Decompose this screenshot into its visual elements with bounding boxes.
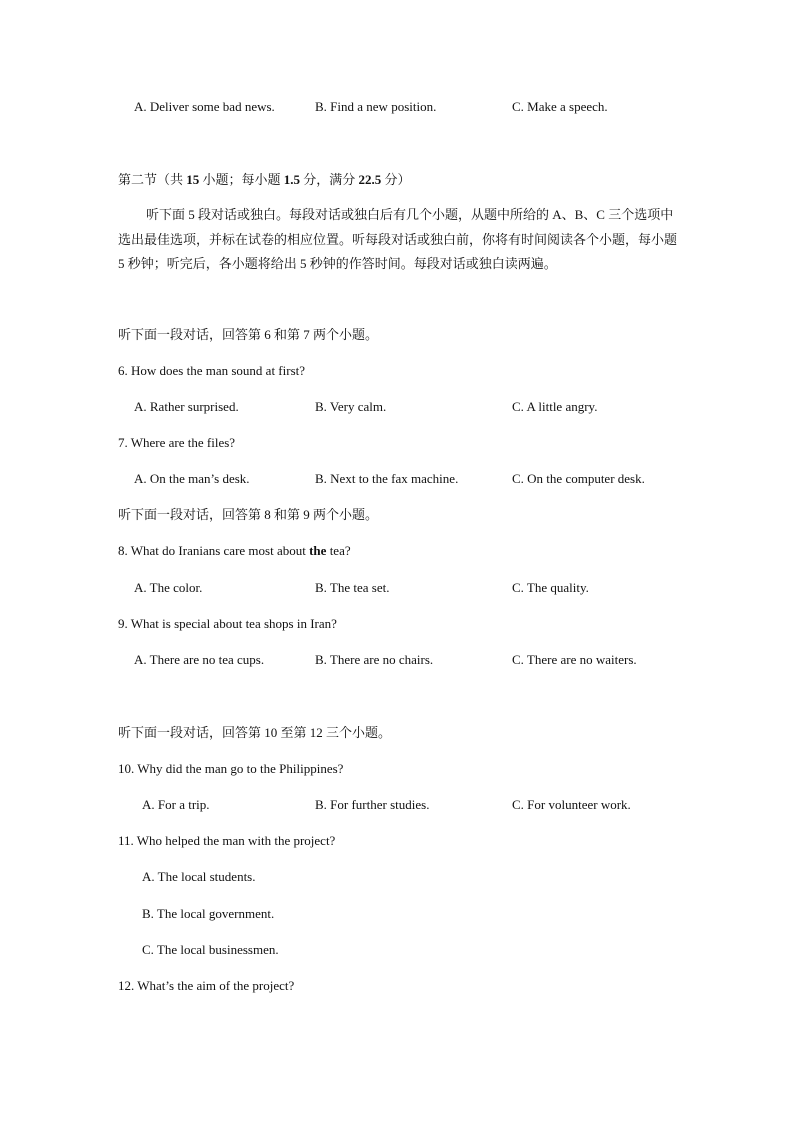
q8-stem-post: tea? (326, 543, 351, 558)
q5-option-a[interactable]: A. Deliver some bad news. (134, 99, 275, 114)
q9-option-c[interactable]: C. There are no waiters. (512, 652, 637, 667)
section-per-question-score: 1.5 (283, 172, 301, 187)
section-total-score: 22.5 (358, 172, 382, 187)
question-8-stem (118, 542, 351, 560)
question-10-stem: 10. Why did the man go to the Philippines? (118, 761, 344, 776)
question-12-stem: 12. What’s the aim of the project? (118, 978, 295, 993)
q8-option-b[interactable]: B. The tea set. (315, 580, 390, 595)
section-heading (118, 171, 411, 189)
q8-stem-pre: 8. What do Iranians care most about (118, 543, 310, 558)
section-heading-mid1: 小题；每小题 (199, 172, 284, 187)
q6-option-b[interactable]: B. Very calm. (315, 399, 387, 414)
group-instruction-1: 听下面一段对话，回答第 6 和第 7 两个小题。 (118, 327, 379, 342)
q6-option-a[interactable]: A. Rather surprised. (134, 399, 239, 414)
group-instruction-3: 听下面一段对话，回答第 10 至第 12 三个小题。 (118, 725, 392, 740)
section-instructions: 听下面 5 段对话或独白。每段对话或独白后有几个小题，从题中所给的 A、B、C 三个选项中选出最佳选项，并标在试卷的相应位置。听每段对话或独白前，你将有时间阅读各个小题，每小题 5 秒钟；听完后，各小题将给出 5 秒钟的作答时间。每段对话或独白读两遍。 (118, 207, 678, 271)
q10-option-a[interactable]: A. For a trip. (142, 797, 210, 812)
question-6-stem: 6. How does the man sound at first? (118, 363, 306, 378)
q7-option-a[interactable]: A. On the man’s desk. (134, 471, 250, 486)
section-heading-prefix: 第二节（共 (118, 172, 187, 187)
q11-option-b[interactable]: B. The local government. (142, 906, 275, 921)
question-7-stem: 7. Where are the files? (118, 435, 236, 450)
question-9-stem: 9. What is special about tea shops in Iran? (118, 616, 337, 631)
section-question-count: 15 (186, 172, 200, 187)
q9-option-a[interactable]: A. There are no tea cups. (134, 652, 265, 667)
q9-option-b[interactable]: B. There are no chairs. (315, 652, 434, 667)
q11-option-c[interactable]: C. The local businessmen. (142, 942, 279, 957)
q7-option-b[interactable]: B. Next to the fax machine. (315, 471, 459, 486)
section-heading-mid2: 分，满分 (300, 172, 359, 187)
question-11-stem: 11. Who helped the man with the project? (118, 833, 336, 848)
group-instruction-2: 听下面一段对话，回答第 8 和第 9 两个小题。 (118, 507, 379, 522)
q10-option-c[interactable]: C. For volunteer work. (512, 797, 631, 812)
q6-option-c[interactable]: C. A little angry. (512, 399, 598, 414)
q5-option-b[interactable]: B. Find a new position. (315, 99, 437, 114)
q5-option-c[interactable]: C. Make a speech. (512, 99, 608, 114)
q8-stem-bold: the (309, 543, 327, 558)
section-heading-suffix: 分） (381, 172, 411, 187)
q10-option-b[interactable]: B. For further studies. (315, 797, 430, 812)
q8-option-c[interactable]: C. The quality. (512, 580, 589, 595)
q7-option-c[interactable]: C. On the computer desk. (512, 471, 645, 486)
q11-option-a[interactable]: A. The local students. (142, 869, 256, 884)
q8-option-a[interactable]: A. The color. (134, 580, 203, 595)
